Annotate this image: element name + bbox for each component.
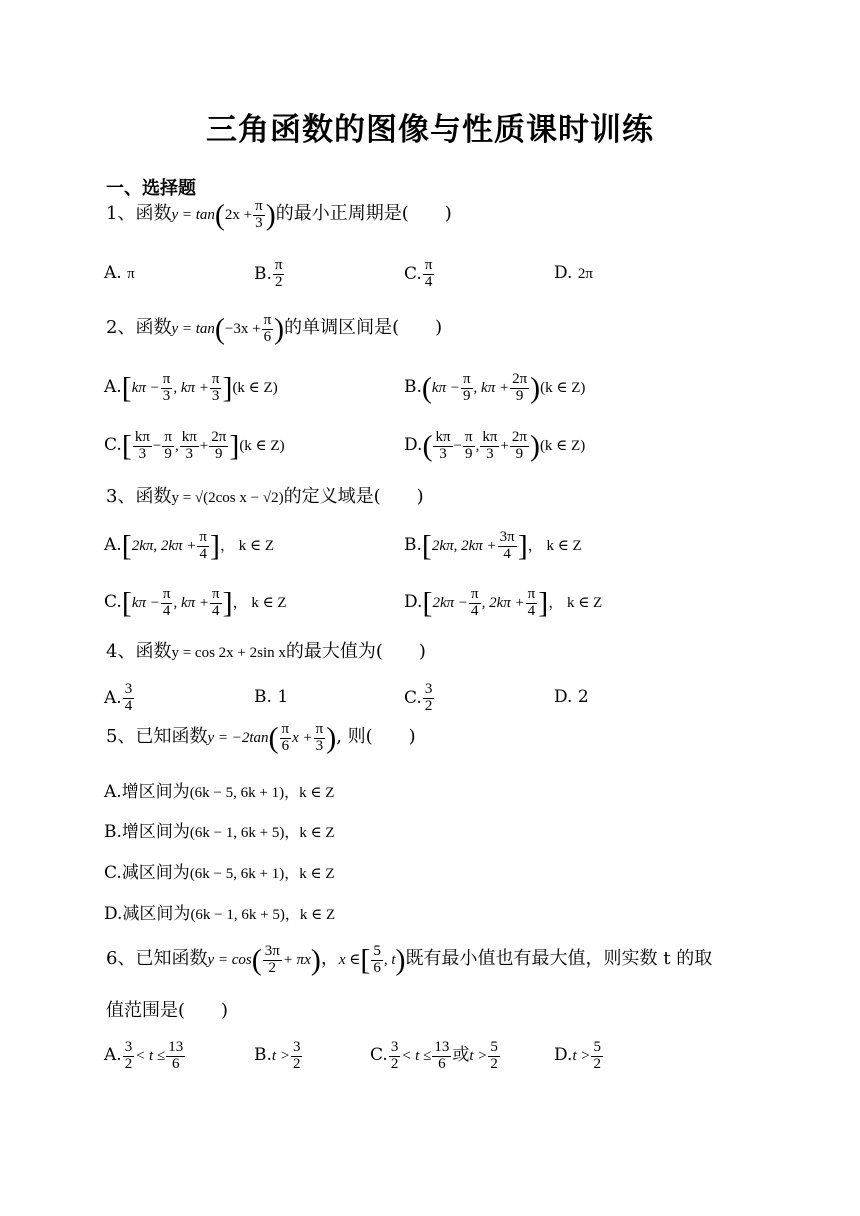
q2-option-a[interactable]: A.[kπ − $\frac{\pi}{3}$ , kπ + $\frac{\pi}{3}$ ](k ∈ Z) [104,371,278,405]
q3-option-b[interactable]: B.[2kπ, 2kπ + $\frac{3\pi}{4}$ ]， k ∈ Z [404,529,582,563]
section-heading: 一、选择题 [106,178,196,199]
question-6-func: y = cos( $\frac{3\pi}{2}$ + πx) [207,943,321,977]
question-1-func: y = tan(2x + $\frac{\pi}{3}$ ) [171,198,276,232]
question-6-prefix: 6、已知函数 [106,948,208,969]
q2-option-d[interactable]: D.( $\frac{k\pi}{3}$ − $\frac{\pi}{9}$ , $\frac{k\pi}{3}$ + $\frac{2\pi}{9}$ )(k ∈ Z) [404,429,586,463]
question-1 [106,199,452,232]
question-6: 6、已知函数y = cos( $\frac{3\pi}{2}$ + πx)，x ∈[ $\frac{5}{6}$ , t)既有最小值也有最大值，则实数 t 的取 [106,943,713,977]
question-2-prefix: 2、函数 [106,317,172,338]
question-3-suffix: 的定义域是( ) [283,486,424,507]
question-6-domain: x ∈[ $\frac{5}{6}$ , t) [338,943,406,977]
q2-option-c[interactable]: C.[ $\frac{k\pi}{3}$ − $\frac{\pi}{9}$ , $\frac{k\pi}{3}$ + $\frac{2\pi}{9}$ ](k ∈ Z) [104,429,285,463]
q6-option-b[interactable]: B.t > $\frac{3}{2}$ [254,1039,301,1073]
question-4 [106,637,426,668]
q5-option-c[interactable]: C.减区间为(6k − 5, 6k + 1)，k ∈ Z [104,863,335,883]
q1-option-a[interactable]: A. π [104,263,135,283]
q6-option-a[interactable]: A. $\frac{3}{2}$ < t ≤ $\frac{13}{6}$ [104,1039,184,1073]
page-title: 三角函数的图像与性质课时训练 [206,112,654,148]
question-2-suffix: 的单调区间是( ) [284,317,443,338]
q5-option-a[interactable]: A.增区间为(6k − 5, 6k + 1)，k ∈ Z [104,782,335,802]
q5-option-b[interactable]: B.增区间为(6k − 1, 6k + 5)，k ∈ Z [104,822,335,842]
q6-option-d[interactable]: D.t > $\frac{5}{2}$ [554,1039,601,1073]
q4-option-a[interactable]: A. $\frac{3}{4}$ [104,681,133,714]
question-4-func: y = cos 2x + 2sin x [171,645,286,661]
question-2 [106,313,442,346]
q3-option-d[interactable]: D.[2kπ − $\frac{\pi}{4}$ , 2kπ + $\frac{\pi}{4}$ ]， k ∈ Z [404,586,603,620]
question-5-suffix: , 则( ) [336,726,416,747]
question-1-prefix: 1、函数 [106,203,172,224]
question-6-line2: 值范围是( ) [106,1000,229,1021]
q4-option-b[interactable]: B. 1 [254,687,289,707]
question-5 [106,722,416,755]
q6-option-c[interactable]: C. $\frac{3}{2}$ < t ≤ $\frac{13}{6}$ 或t > $\frac{5}{2}$ [370,1039,498,1073]
q5-option-d[interactable]: D.减区间为(6k − 1, 6k + 5)，k ∈ Z [104,904,336,924]
question-3-prefix: 3、函数 [106,486,172,507]
question-4-prefix: 4、函数 [106,641,172,662]
q2-option-b[interactable]: B.(kπ − $\frac{\pi}{9}$ , kπ + $\frac{2\pi}{9}$ )(k ∈ Z) [404,371,586,405]
question-6-suffix: 既有最小值也有最大值，则实数 t 的取 [405,948,713,969]
question-2-func: y = tan(−3x + $\frac{\pi}{6}$ ) [171,312,285,346]
question-5-prefix: 5、已知函数 [106,726,208,747]
q1-option-d[interactable]: D. 2π [554,263,593,283]
question-4-suffix: 的最大值为( ) [285,641,426,662]
question-1-suffix: 的最小正周期是( ) [275,203,452,224]
q4-option-c[interactable]: C. $\frac{3}{2}$ [404,681,433,714]
q3-option-a[interactable]: A.[2kπ, 2kπ + $\frac{\pi}{4}$ ]， k ∈ Z [104,529,275,563]
question-3 [106,482,424,513]
q1-option-c[interactable]: C. $\frac{\pi}{4}$ [404,257,433,290]
question-3-func: y = √(2cos x − √2) [171,490,284,506]
q3-option-c[interactable]: C.[kπ − $\frac{\pi}{4}$ , kπ + $\frac{\pi}{4}$ ]， k ∈ Z [104,586,287,620]
question-5-func: y = −2tan( $\frac{\pi}{6}$ x + $\frac{\pi}{3}$ ) [207,721,337,755]
q1-option-b[interactable]: B. $\frac{\pi}{2}$ [254,257,283,290]
q4-option-d[interactable]: D. 2 [554,687,589,707]
